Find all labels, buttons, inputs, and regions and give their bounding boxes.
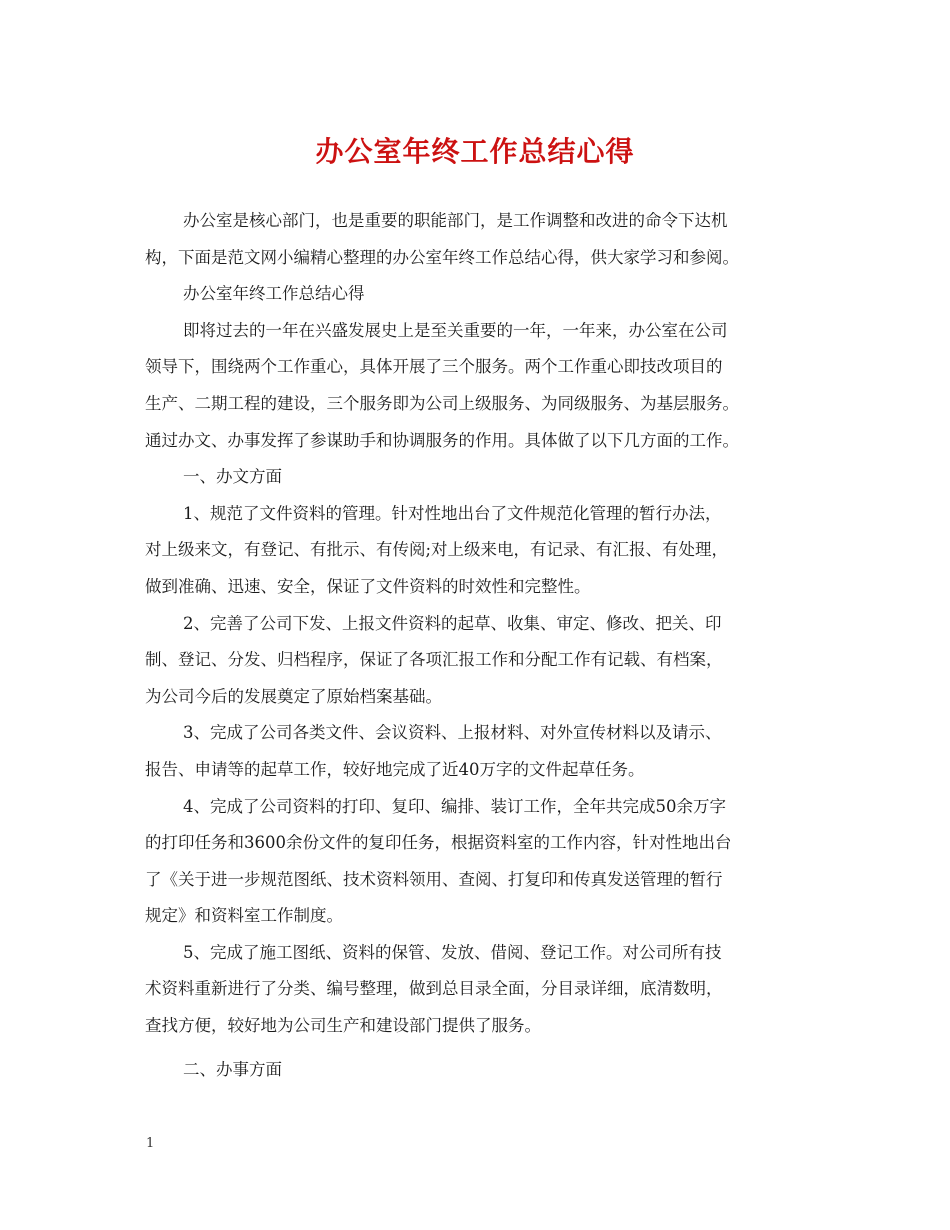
body-line: 2、完善了公司下发、上报文件资料的起草、收集、审定、修改、把关、印 xyxy=(183,613,722,633)
body-line: 二、办事方面 xyxy=(183,1059,282,1079)
body-line: 3、完成了公司各类文件、会议资料、上报材料、对外宣传材料以及请示、 xyxy=(183,723,722,743)
body-line: 生产、二期工程的建设，三个服务即为公司上级服务、为同级服务、为基层服务。 xyxy=(145,393,739,413)
body-line: 办公室是核心部门，也是重要的职能部门，是工作调整和改进的命令下达机 xyxy=(183,211,728,230)
body-line: 术资料重新进行了分类、编号整理，做到总目录全面，分目录详细，底清数明， xyxy=(145,979,723,999)
body-line: 构，下面是范文网小编精心整理的办公室年终工作总结心得，供大家学习和参阅。 xyxy=(145,247,739,267)
body-line: 即将过去的一年在兴盛发展史上是至关重要的一年，一年来，办公室在公司 xyxy=(183,320,728,340)
body-line: 为公司今后的发展奠定了原始档案基础。 xyxy=(145,686,442,706)
body-line: 一、办文方面 xyxy=(183,467,282,487)
body-line: 领导下，围绕两个工作重心，具体开展了三个服务。两个工作重心即技改项目的 xyxy=(145,357,723,377)
page-number: 1 xyxy=(146,1136,155,1151)
body-line: 对上级来文，有登记、有批示、有传阅;对上级来电，有记录、有汇报、有处理， xyxy=(145,540,729,560)
document-body xyxy=(145,203,815,1088)
body-line: 报告、申请等的起草工作，较好地完成了近40万字的文件起草任务。 xyxy=(145,759,645,779)
body-line: 5、完成了施工图纸、资料的保管、发放、借阅、登记工作。对公司所有技 xyxy=(183,942,722,962)
body-line: 1、规范了文件资料的管理。针对性地出台了文件规范化管理的暂行办法， xyxy=(183,503,722,523)
body-line: 查找方便，较好地为公司生产和建设部门提供了服务。 xyxy=(145,1016,541,1036)
body-line: 办公室年终工作总结心得 xyxy=(183,284,365,304)
body-line: 的打印任务和3600余份文件的复印任务，根据资料室的工作内容，针对性地出台 xyxy=(145,833,732,853)
body-line: 4、完成了公司资料的打印、复印、编排、装订工作，全年共完成50余万字 xyxy=(183,796,726,816)
body-line: 了《关于进一步规范图纸、技术资料领用、查阅、打复印和传真发送管理的暂行 xyxy=(145,869,723,889)
body-line: 通过办文、办事发挥了参谋助手和协调服务的作用。具体做了以下几方面的工作。 xyxy=(145,430,739,450)
body-line: 做到准确、迅速、安全，保证了文件资料的时效性和完整性。 xyxy=(145,576,591,596)
document-title: 办公室年终工作总结心得 xyxy=(315,135,635,168)
body-line: 制、登记、分发、归档程序，保证了各项汇报工作和分配工作有记载、有档案， xyxy=(145,650,723,670)
body-line: 规定》和资料室工作制度。 xyxy=(145,906,343,926)
